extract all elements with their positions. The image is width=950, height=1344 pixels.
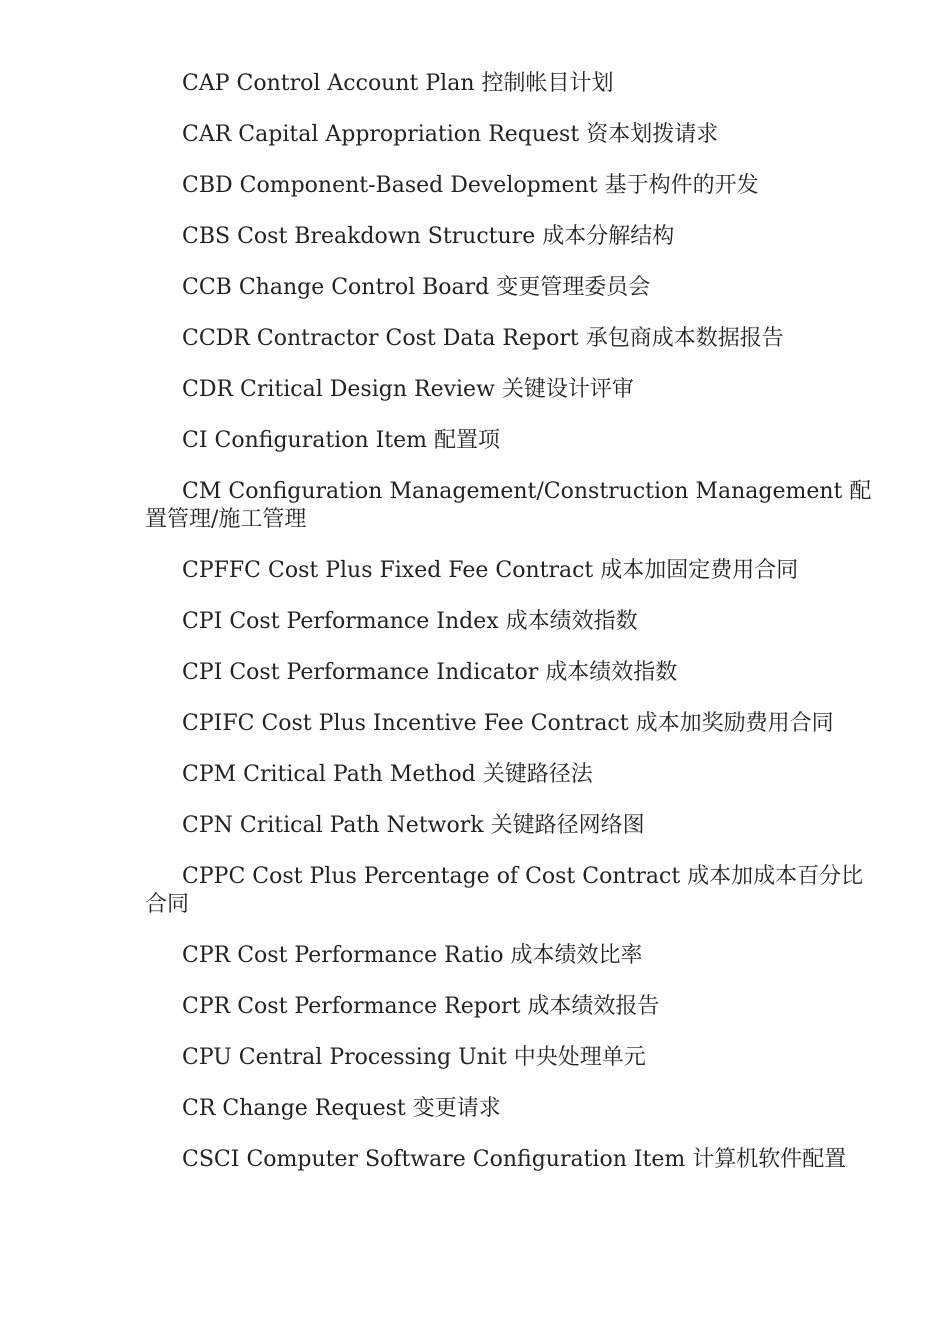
entry-abbreviation: CPI [182,660,223,685]
entry-translation: 成本分解结构 [542,224,675,249]
glossary-entry [145,812,880,840]
glossary-entry [145,274,880,302]
entry-term: Cost Plus Incentive Fee Contract [261,711,629,736]
entry-term: Contractor Cost Data Report [256,326,579,351]
entry-term: Cost Plus Percentage of Cost Contract [252,864,681,889]
glossary-entry [145,376,880,404]
entry-abbreviation: CPR [182,994,231,1019]
entry-translation: 成本加奖励费用合同 [635,711,834,736]
entry-term: Central Processing Unit [238,1045,507,1070]
entry-abbreviation: CBS [182,224,231,249]
entry-abbreviation: CPU [182,1045,232,1070]
glossary-entry [145,761,880,789]
entry-translation: 中央处理单元 [513,1045,646,1070]
entry-abbreviation: CI [182,428,208,453]
entry-term: Component-Based Development [239,173,598,198]
entry-term: Capital Appropriation Request [238,122,580,147]
entry-translation: 变更请求 [412,1096,501,1121]
entry-abbreviation: CPM [182,762,237,787]
entry-abbreviation: CPN [182,813,233,838]
entry-term: Cost Performance Report [237,994,521,1019]
entry-abbreviation: CAP [182,71,230,96]
entry-translation: 成本绩效指数 [545,660,678,685]
entry-translation: 关键设计评审 [501,377,634,402]
glossary-entry [145,942,880,970]
glossary-entry [145,121,880,149]
entry-translation: 关键路径法 [482,762,593,787]
entry-abbreviation: CCDR [182,326,250,351]
entry-abbreviation: CM [182,479,222,504]
glossary-entry [145,325,880,353]
glossary-entry [145,863,880,919]
entry-term: Computer Software Configuration Item [246,1147,686,1172]
glossary-entry [145,70,880,98]
entry-translation: 配置项 [434,428,501,453]
entry-abbreviation: CCB [182,275,232,300]
entry-translation: 资本划拨请求 [586,122,719,147]
entry-translation: 成本绩效指数 [505,609,638,634]
entry-translation: 配置管理/施工管理 [145,479,872,532]
entry-abbreviation: CPFFC [182,558,261,583]
glossary-entry [145,1044,880,1072]
entry-translation: 基于构件的开发 [604,173,759,198]
entry-term: Critical Path Network [239,813,484,838]
entry-translation: 成本绩效报告 [527,994,660,1019]
entry-term: Configuration Management/Construction Management [228,479,843,504]
entry-translation: 承包商成本数据报告 [585,326,784,351]
entry-translation: 成本绩效比率 [510,943,643,968]
entry-translation: 关键路径网络图 [490,813,645,838]
glossary-list [145,70,880,1197]
glossary-entry [145,1146,880,1174]
entry-term: Critical Design Review [240,377,495,402]
entry-abbreviation: CBD [182,173,233,198]
entry-translation: 控制帐目计划 [481,71,614,96]
glossary-entry [145,710,880,738]
glossary-entry [145,172,880,200]
glossary-entry [145,557,880,585]
entry-term: Cost Performance Index [229,609,499,634]
entry-abbreviation: CPIFC [182,711,255,736]
glossary-entry [145,659,880,687]
entry-abbreviation: CR [182,1096,216,1121]
entry-abbreviation: CPPC [182,864,246,889]
entry-term: Cost Performance Ratio [237,943,504,968]
entry-abbreviation: CPR [182,943,231,968]
entry-term: Control Account Plan [236,71,475,96]
entry-term: Cost Breakdown Structure [237,224,536,249]
entry-abbreviation: CDR [182,377,234,402]
entry-abbreviation: CAR [182,122,232,147]
entry-translation: 计算机软件配置 [692,1147,847,1172]
entry-term: Configuration Item [214,428,428,453]
entry-translation: 成本加固定费用合同 [600,558,799,583]
entry-term: Change Control Board [238,275,490,300]
entry-term: Cost Performance Indicator [229,660,539,685]
glossary-entry [145,478,880,534]
entry-translation: 变更管理委员会 [496,275,651,300]
glossary-entry [145,223,880,251]
entry-translation: 成本加成本百分比合同 [145,864,864,917]
glossary-entry [145,608,880,636]
entry-abbreviation: CSCI [182,1147,240,1172]
entry-term: Change Request [222,1096,406,1121]
entry-abbreviation: CPI [182,609,223,634]
entry-term: Critical Path Method [243,762,476,787]
glossary-entry [145,427,880,455]
entry-term: Cost Plus Fixed Fee Contract [268,558,594,583]
glossary-entry [145,1095,880,1123]
glossary-entry [145,993,880,1021]
